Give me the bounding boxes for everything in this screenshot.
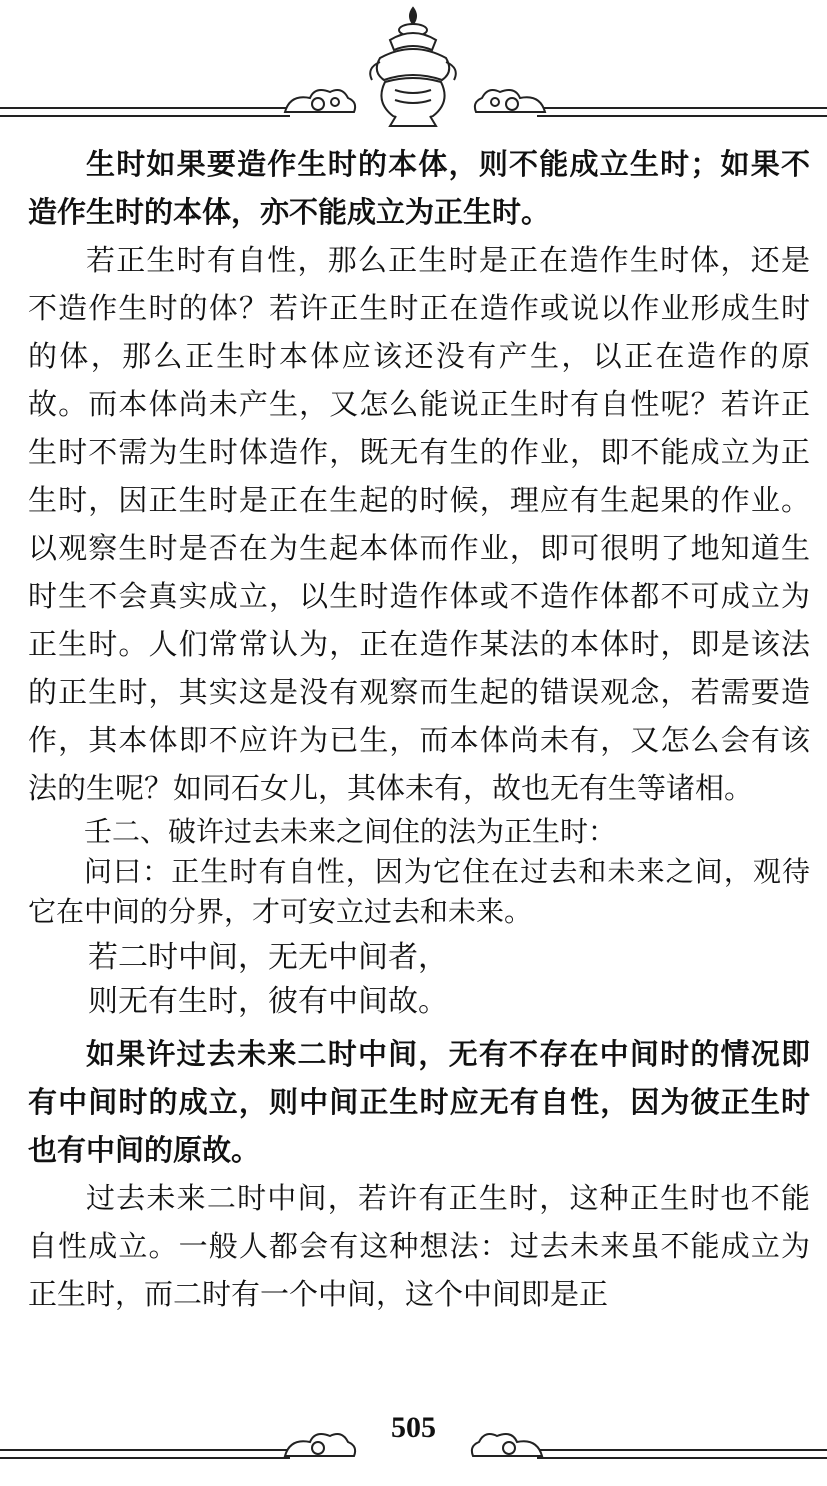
verse-block [28, 936, 810, 1024]
page-body [28, 140, 810, 1318]
paragraph: 若正生时有自性，那么正生时是正在造作生时体，还是不造作生时的体？若许正生时正在造作或说以作业形成生时的体，那么正生时本体应该还没有产生，以正在造作的原故。而本体尚未产生，又怎么能说正生时有自性呢？若许正生时不需为生时体造作，既无有生的作业，即不能成立为正生时，因正生时是正在生起的时候，理应有生起果的作业。以观察生时是否在为生起本体而作业，即可很明了地知道生时生不会真实成立，以生时造作体或不造作体都不可成立为正生时。人们常常认为，正在造作某法的本体时，即是该法的正生时，其实这是没有观察而生起的错误观念，若需要造作，其本体即不应许为已生，而本体尚未有，又怎么会有该法的生呢？如同石女儿，其体未有，故也无有生等诸相。 [28, 243, 810, 805]
header-ornament [0, 0, 827, 140]
paragraph: 如果许过去未来二时中间，无有不存在中间时的情况即有中间时的成立，则中间正生时应无有自性，因为彼正生时也有中间的原故。 [28, 1037, 810, 1167]
paragraph: 过去未来二时中间，若许有正生时，这种正生时也不能自性成立。一般人都会有这种想法：过去未来虽不能成立为正生时，而二时有一个中间，这个中间即是正 [28, 1181, 810, 1311]
paragraph: 生时如果要造作生时的本体，则不能成立生时；如果不造作生时的本体，亦不能成立为正生时。 [28, 147, 810, 229]
page-number: 505 [391, 1411, 436, 1444]
verse-line: 则无有生时，彼有中间故。 [88, 984, 448, 1019]
footer-rule [0, 1450, 827, 1458]
verse-line: 若二时中间，无无中间者， [88, 940, 448, 975]
treasure-vase-icon [370, 8, 456, 126]
question-paragraph: 问曰：正生时有自性，因为它住在过去和未来之间，观待它在中间的分界，才可安立过去和未来。 [28, 855, 810, 928]
section-heading: 壬二、破许过去未来之间住的法为正生时： [84, 815, 617, 848]
